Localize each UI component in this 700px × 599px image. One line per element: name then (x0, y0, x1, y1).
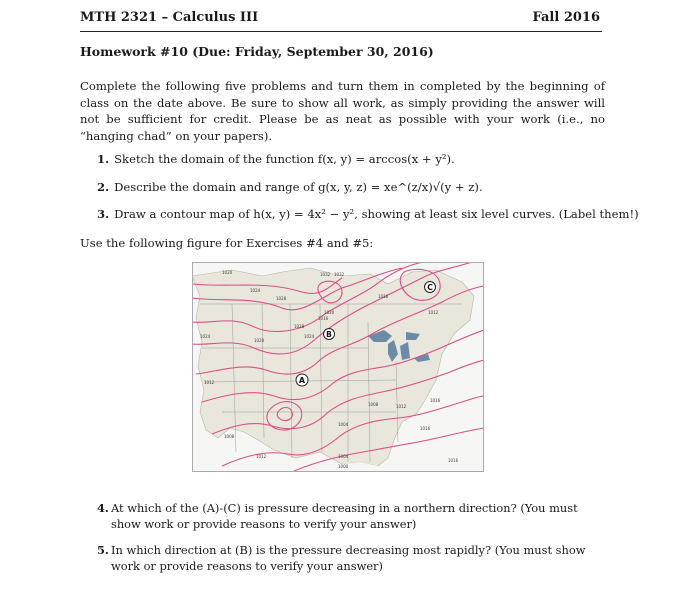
point-b-marker (324, 329, 335, 340)
problem-number: 2. (97, 180, 110, 194)
problem-text: Sketch the domain of the function f(x, y) = arccos(x + y²). (114, 152, 455, 166)
isobar-label: 1024 (304, 334, 315, 339)
question-number: 4. (97, 501, 109, 515)
question-text: In which direction at (B) is the pressure decreasing most rapidly? (You must show work or provide reasons to verify your answer) (111, 543, 586, 573)
isobar-label: 1016 (430, 398, 441, 403)
point-c-marker (425, 282, 436, 293)
isobar-label: 1028 (294, 324, 305, 329)
isobar-label: 1012 (204, 380, 215, 385)
isobar-label: 1012 (396, 404, 407, 409)
isobar-label: 1032 (334, 272, 345, 277)
isobar-label: 1020 (324, 310, 335, 315)
isobar-label: 1008 (224, 434, 235, 439)
problem-text: Draw a contour map of h(x, y) = 4x² − y², showing at least six level curves. (Label them!) (114, 207, 639, 221)
instructions: Complete the following five problems and turn them in completed by the beginning of class on the date above. Be sure to show all work, as simply providing the answer will not be sufficient for credit. Please be as neat as possible with your work (i.e., no “hanging chad” on your papers). (80, 79, 605, 143)
isobar-label: 1016 (378, 294, 389, 299)
point-c-label: C (427, 283, 433, 292)
problem-1 (97, 152, 455, 166)
weather-map (192, 262, 484, 472)
term: Fall 2016 (532, 10, 600, 25)
question-number: 5. (97, 543, 109, 557)
isobar-label: 1016 (318, 316, 329, 321)
course-title: MTH 2321 – Calculus III (80, 10, 259, 25)
isobar-label: 1028 (276, 296, 287, 301)
point-b-label: B (326, 330, 332, 339)
isobar-label: 1020 (222, 270, 233, 275)
isobar-label: 1012 (428, 310, 439, 315)
point-a-marker (296, 374, 308, 386)
problem-3 (97, 207, 639, 221)
question-text: At which of the (A)-(C) is pressure decreasing in a northern direction? (You must show work or provide reasons to verify your answer) (111, 501, 578, 531)
isobar-label: 1024 (200, 334, 211, 339)
question-4 (97, 500, 607, 532)
isobar-label: 1016 (420, 426, 431, 431)
point-a-label: A (298, 376, 306, 385)
isobar-label: 1012 (256, 454, 267, 459)
isobar-label: 1004 (338, 422, 349, 427)
isobar-label: 1024 (250, 288, 261, 293)
figure-intro: Use the following figure for Exercises #4 and #5: (80, 236, 374, 250)
header-rule (80, 31, 602, 32)
problem-text: Describe the domain and range of g(x, y, z) = xe^(z/x)√(y + z). (114, 180, 483, 194)
problem-number: 3. (97, 207, 110, 221)
isobar-label: 1032 (320, 272, 331, 277)
isobar-label: 1000 (338, 464, 349, 469)
isobar-label: 1008 (368, 402, 379, 407)
homework-title: Homework #10 (Due: Friday, September 30, 2016) (80, 44, 434, 59)
isobar-label: 1020 (254, 338, 265, 343)
page-header (80, 10, 600, 30)
problem-2 (97, 180, 483, 194)
problem-number: 1. (97, 152, 110, 166)
question-5 (97, 542, 607, 574)
isobar-label: 1004 (338, 454, 349, 459)
isobar-label: 1016 (448, 458, 459, 463)
